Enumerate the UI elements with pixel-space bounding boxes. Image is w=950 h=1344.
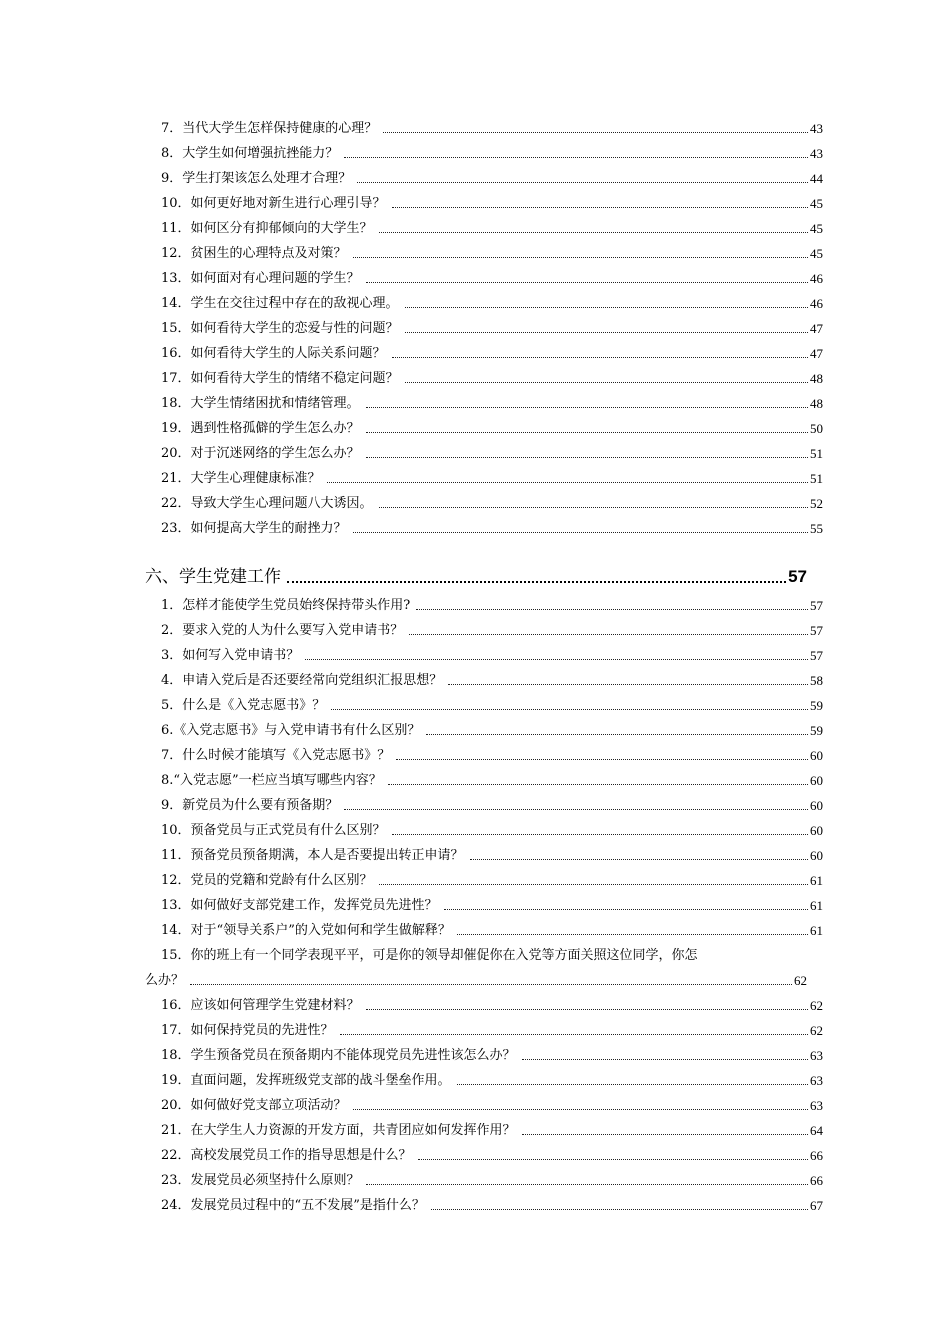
toc-entry-label: 13．如何做好支部党建工作，发挥党员先进性？ <box>161 898 438 913</box>
toc-entry-page: 67 <box>810 1198 823 1213</box>
dot-leader <box>344 157 808 158</box>
dot-leader <box>353 257 808 258</box>
toc-entry-page: 52 <box>810 496 823 511</box>
toc-entry[interactable] <box>145 848 823 863</box>
toc-entry[interactable] <box>145 471 823 486</box>
toc-entry-page: 46 <box>810 296 823 311</box>
toc-entry-label: 22．导致大学生心理问题八大诱因。 <box>161 496 373 511</box>
toc-entry-label: 6.《入党志愿书》与入党申请书有什么区别？ <box>161 723 421 738</box>
dot-leader <box>470 859 808 860</box>
toc-entry-label: 17．如何保持党员的先进性？ <box>161 1023 334 1038</box>
dot-leader <box>190 984 792 985</box>
toc-entry-page: 62 <box>810 998 823 1013</box>
toc-entry-page: 63 <box>810 1073 823 1088</box>
toc-entry-label: 24．发展党员过程中的“五不发展”是指什么？ <box>161 1198 425 1213</box>
toc-entry-label: 21．在大学生人力资源的开发方面，共青团应如何发挥作用？ <box>161 1123 516 1138</box>
toc-entry-page: 60 <box>810 748 823 763</box>
toc-entry-label: 14．对于“领导关系户”的入党如何和学生做解释？ <box>161 923 451 938</box>
toc-entry-page: 48 <box>810 371 823 386</box>
dot-leader <box>305 659 808 660</box>
toc-entry[interactable] <box>145 998 823 1013</box>
toc-entry[interactable] <box>145 1048 823 1063</box>
toc-entry[interactable] <box>145 1023 823 1038</box>
toc-entry[interactable] <box>145 446 823 461</box>
dot-leader <box>366 1184 808 1185</box>
toc-entry-page: 60 <box>810 823 823 838</box>
toc-entry[interactable] <box>145 923 823 938</box>
toc-entry[interactable] <box>145 773 823 788</box>
dot-leader <box>457 1084 808 1085</box>
dot-leader <box>353 1109 808 1110</box>
dot-leader <box>405 382 808 383</box>
toc-entry[interactable] <box>145 246 823 261</box>
toc-entry-page: 61 <box>810 923 823 938</box>
toc-entry-label: 18．大学生情绪困扰和情绪管理。 <box>161 396 360 411</box>
toc-entry-page: 46 <box>810 271 823 286</box>
toc-entry-page: 51 <box>810 471 823 486</box>
toc-entry-page: 50 <box>810 421 823 436</box>
toc-entry-label: 8.“入党志愿”一栏应当填写哪些内容？ <box>161 773 382 788</box>
dot-leader <box>405 307 808 308</box>
dot-leader <box>392 834 808 835</box>
toc-entry[interactable] <box>145 121 823 136</box>
toc-entry-label: 4．申请入党后是否还要经常向党组织汇报思想？ <box>161 673 443 688</box>
toc-entry-label: 20．对于沉迷网络的学生怎么办？ <box>161 446 360 461</box>
toc-entry-label: 20．如何做好党支部立项活动？ <box>161 1098 347 1113</box>
toc-entry-label: 19．遇到性格孤僻的学生怎么办？ <box>161 421 360 436</box>
toc-entry-page: 66 <box>810 1173 823 1188</box>
toc-entry-page: 47 <box>810 321 823 336</box>
toc-entry-label: 23．发展党员必须坚持什么原则？ <box>161 1173 360 1188</box>
toc-entry[interactable] <box>145 1173 823 1188</box>
dot-leader <box>366 407 808 408</box>
toc-entry-page: 59 <box>810 723 823 738</box>
toc-entry[interactable] <box>145 973 807 988</box>
section-title: 六、学生党建工作 <box>145 567 281 587</box>
toc-entry-page: 61 <box>810 898 823 913</box>
toc-entry[interactable] <box>145 396 823 411</box>
toc-entry[interactable] <box>145 521 823 536</box>
toc-entry-label: 19．直面问题，发挥班级党支部的战斗堡垒作用。 <box>161 1073 451 1088</box>
toc-entry-label: 15．如何看待大学生的恋爱与性的问题？ <box>161 321 399 336</box>
toc-entry[interactable] <box>145 873 823 888</box>
toc-entry-label: 7．什么时候才能填写《入党志愿书》？ <box>161 748 391 763</box>
toc-entry-page: 57 <box>810 623 823 638</box>
dot-leader <box>457 934 808 935</box>
dot-leader <box>522 1059 808 1060</box>
toc-entry-label: 3．如何写入党申请书？ <box>161 648 300 663</box>
toc-entry-label: 9．新党员为什么要有预备期？ <box>161 798 339 813</box>
toc-entry-page: 57 <box>810 598 823 613</box>
toc-entry-page: 59 <box>810 698 823 713</box>
toc-entry-label: 2．要求入党的人为什么要写入党申请书？ <box>161 623 404 638</box>
toc-entry[interactable] <box>145 673 823 688</box>
toc-entry-page: 57 <box>810 648 823 663</box>
section-heading[interactable] <box>145 567 807 587</box>
toc-entry[interactable] <box>145 823 823 838</box>
toc-entry-page: 43 <box>810 146 823 161</box>
dot-leader <box>327 482 808 483</box>
toc-entry[interactable] <box>145 346 823 361</box>
toc-entry[interactable] <box>145 171 823 186</box>
dot-leader <box>396 759 808 760</box>
dot-leader <box>353 532 808 533</box>
toc-entry[interactable] <box>145 296 823 311</box>
toc-entry-label: 23．如何提高大学生的耐挫力？ <box>161 521 347 536</box>
toc-entry-page: 61 <box>810 873 823 888</box>
toc-entry-label: 17．如何看待大学生的情绪不稳定问题？ <box>161 371 399 386</box>
dot-leader <box>405 332 808 333</box>
dot-leader <box>392 357 808 358</box>
dot-leader <box>366 282 808 283</box>
toc-entry-label: 1．怎样才能使学生党员始终保持带头作用? <box>161 598 411 613</box>
toc-entry[interactable] <box>145 1148 823 1163</box>
toc-entry-page: 47 <box>810 346 823 361</box>
toc-entry-page: 51 <box>810 446 823 461</box>
toc-entry-page: 45 <box>810 196 823 211</box>
toc-entry[interactable] <box>145 798 823 813</box>
dot-leader <box>340 1034 808 1035</box>
toc-entry-page: 62 <box>794 973 807 988</box>
toc-entry-label: 12．党员的党籍和党龄有什么区别？ <box>161 873 373 888</box>
toc-entry[interactable] <box>145 1073 823 1088</box>
toc-entry-page: 62 <box>810 1023 823 1038</box>
toc-entry-page: 43 <box>810 121 823 136</box>
dot-leader <box>418 1159 808 1160</box>
toc-entry-page: 55 <box>810 521 823 536</box>
dot-leader <box>379 884 808 885</box>
toc-entry[interactable] <box>145 271 823 286</box>
toc-entry-page: 48 <box>810 396 823 411</box>
toc-entry-page: 60 <box>810 798 823 813</box>
dot-leader <box>431 1209 808 1210</box>
toc-entry[interactable] <box>145 371 823 386</box>
toc-entry[interactable] <box>145 698 823 713</box>
dot-leader <box>379 232 808 233</box>
toc-entry-label: 12．贫困生的心理特点及对策？ <box>161 246 347 261</box>
toc-entry-label: 14．学生在交往过程中存在的敌视心理。 <box>161 296 399 311</box>
toc-entry-label: 9．学生打架该怎么处理才合理？ <box>161 171 352 186</box>
toc-entry-page: 45 <box>810 221 823 236</box>
dot-leader <box>444 909 808 910</box>
toc-entry-label: 16．如何看待大学生的人际关系问题？ <box>161 346 386 361</box>
toc-entry[interactable] <box>145 648 823 663</box>
toc-entry-page: 63 <box>810 1098 823 1113</box>
toc-entry[interactable] <box>145 1123 823 1138</box>
toc-entry-label: 7．当代大学生怎样保持健康的心理？ <box>161 121 378 136</box>
toc-entry[interactable] <box>145 421 823 436</box>
toc-entry-label: 5．什么是《入党志愿书》？ <box>161 698 326 713</box>
dot-leader <box>331 709 808 710</box>
toc-entry[interactable] <box>145 1198 823 1213</box>
toc-entry[interactable] <box>145 898 823 913</box>
toc-entry-label: 21．大学生心理健康标准？ <box>161 471 321 486</box>
dot-leader <box>448 684 808 685</box>
toc-entry-page: 60 <box>810 773 823 788</box>
toc-entry-page: 63 <box>810 1048 823 1063</box>
toc-entry[interactable] <box>145 748 823 763</box>
dot-leader <box>388 784 808 785</box>
dot-leader <box>522 1134 808 1135</box>
toc-entry-label: 么办？ <box>145 973 185 988</box>
toc-entry-label: 11．如何区分有抑郁倾向的大学生？ <box>161 221 373 236</box>
toc-entry-label: 18．学生预备党员在预备期内不能体现党员先进性该怎么办？ <box>161 1048 516 1063</box>
dot-leader <box>379 507 808 508</box>
toc-entry-label: 16．应该如何管理学生党建材料？ <box>161 998 360 1013</box>
dot-leader <box>392 207 808 208</box>
dot-leader <box>366 432 808 433</box>
section-page: 57 <box>788 567 807 586</box>
toc-entry-label: 11．预备党员预备期满，本人是否要提出转正申请？ <box>161 848 464 863</box>
toc-entry-label: 8．大学生如何增强抗挫能力？ <box>161 146 339 161</box>
toc-entry[interactable] <box>145 221 823 236</box>
dot-leader <box>383 132 808 133</box>
toc-entry-page: 44 <box>810 171 823 186</box>
dot-leader <box>357 182 808 183</box>
toc-entry-page: 58 <box>810 673 823 688</box>
toc-entry-page: 66 <box>810 1148 823 1163</box>
toc-entry-label: 10．如何更好地对新生进行心理引导？ <box>161 196 386 211</box>
dot-leader <box>366 457 808 458</box>
toc-entry[interactable] <box>145 196 823 211</box>
toc-entry[interactable] <box>145 146 823 161</box>
toc-entry[interactable] <box>145 496 823 511</box>
toc-entry[interactable] <box>145 321 823 336</box>
toc-entry-label: 10．预备党员与正式党员有什么区别？ <box>161 823 386 838</box>
toc-entry-page: 64 <box>810 1123 823 1138</box>
dot-leader <box>416 609 808 610</box>
dot-leader <box>426 734 808 735</box>
dot-leader <box>366 1009 808 1010</box>
toc-entry[interactable] <box>145 623 823 638</box>
toc-entry-page: 60 <box>810 848 823 863</box>
toc-entry-page: 45 <box>810 246 823 261</box>
dot-leader <box>287 581 786 583</box>
dot-leader <box>344 809 808 810</box>
toc-entry-label: 22．高校发展党员工作的指导思想是什么？ <box>161 1148 412 1163</box>
toc-entry-label: 13．如何面对有心理问题的学生？ <box>161 271 360 286</box>
toc-entry-wrapped-line1[interactable]: 15．你的班上有一个同学表现平平，可是你的领导却催促你在入党等方面关照这位同学，你怎 <box>161 948 698 963</box>
dot-leader <box>409 634 808 635</box>
toc-entry[interactable] <box>145 1098 823 1113</box>
toc-entry[interactable] <box>145 598 823 613</box>
toc-entry[interactable] <box>145 723 823 738</box>
